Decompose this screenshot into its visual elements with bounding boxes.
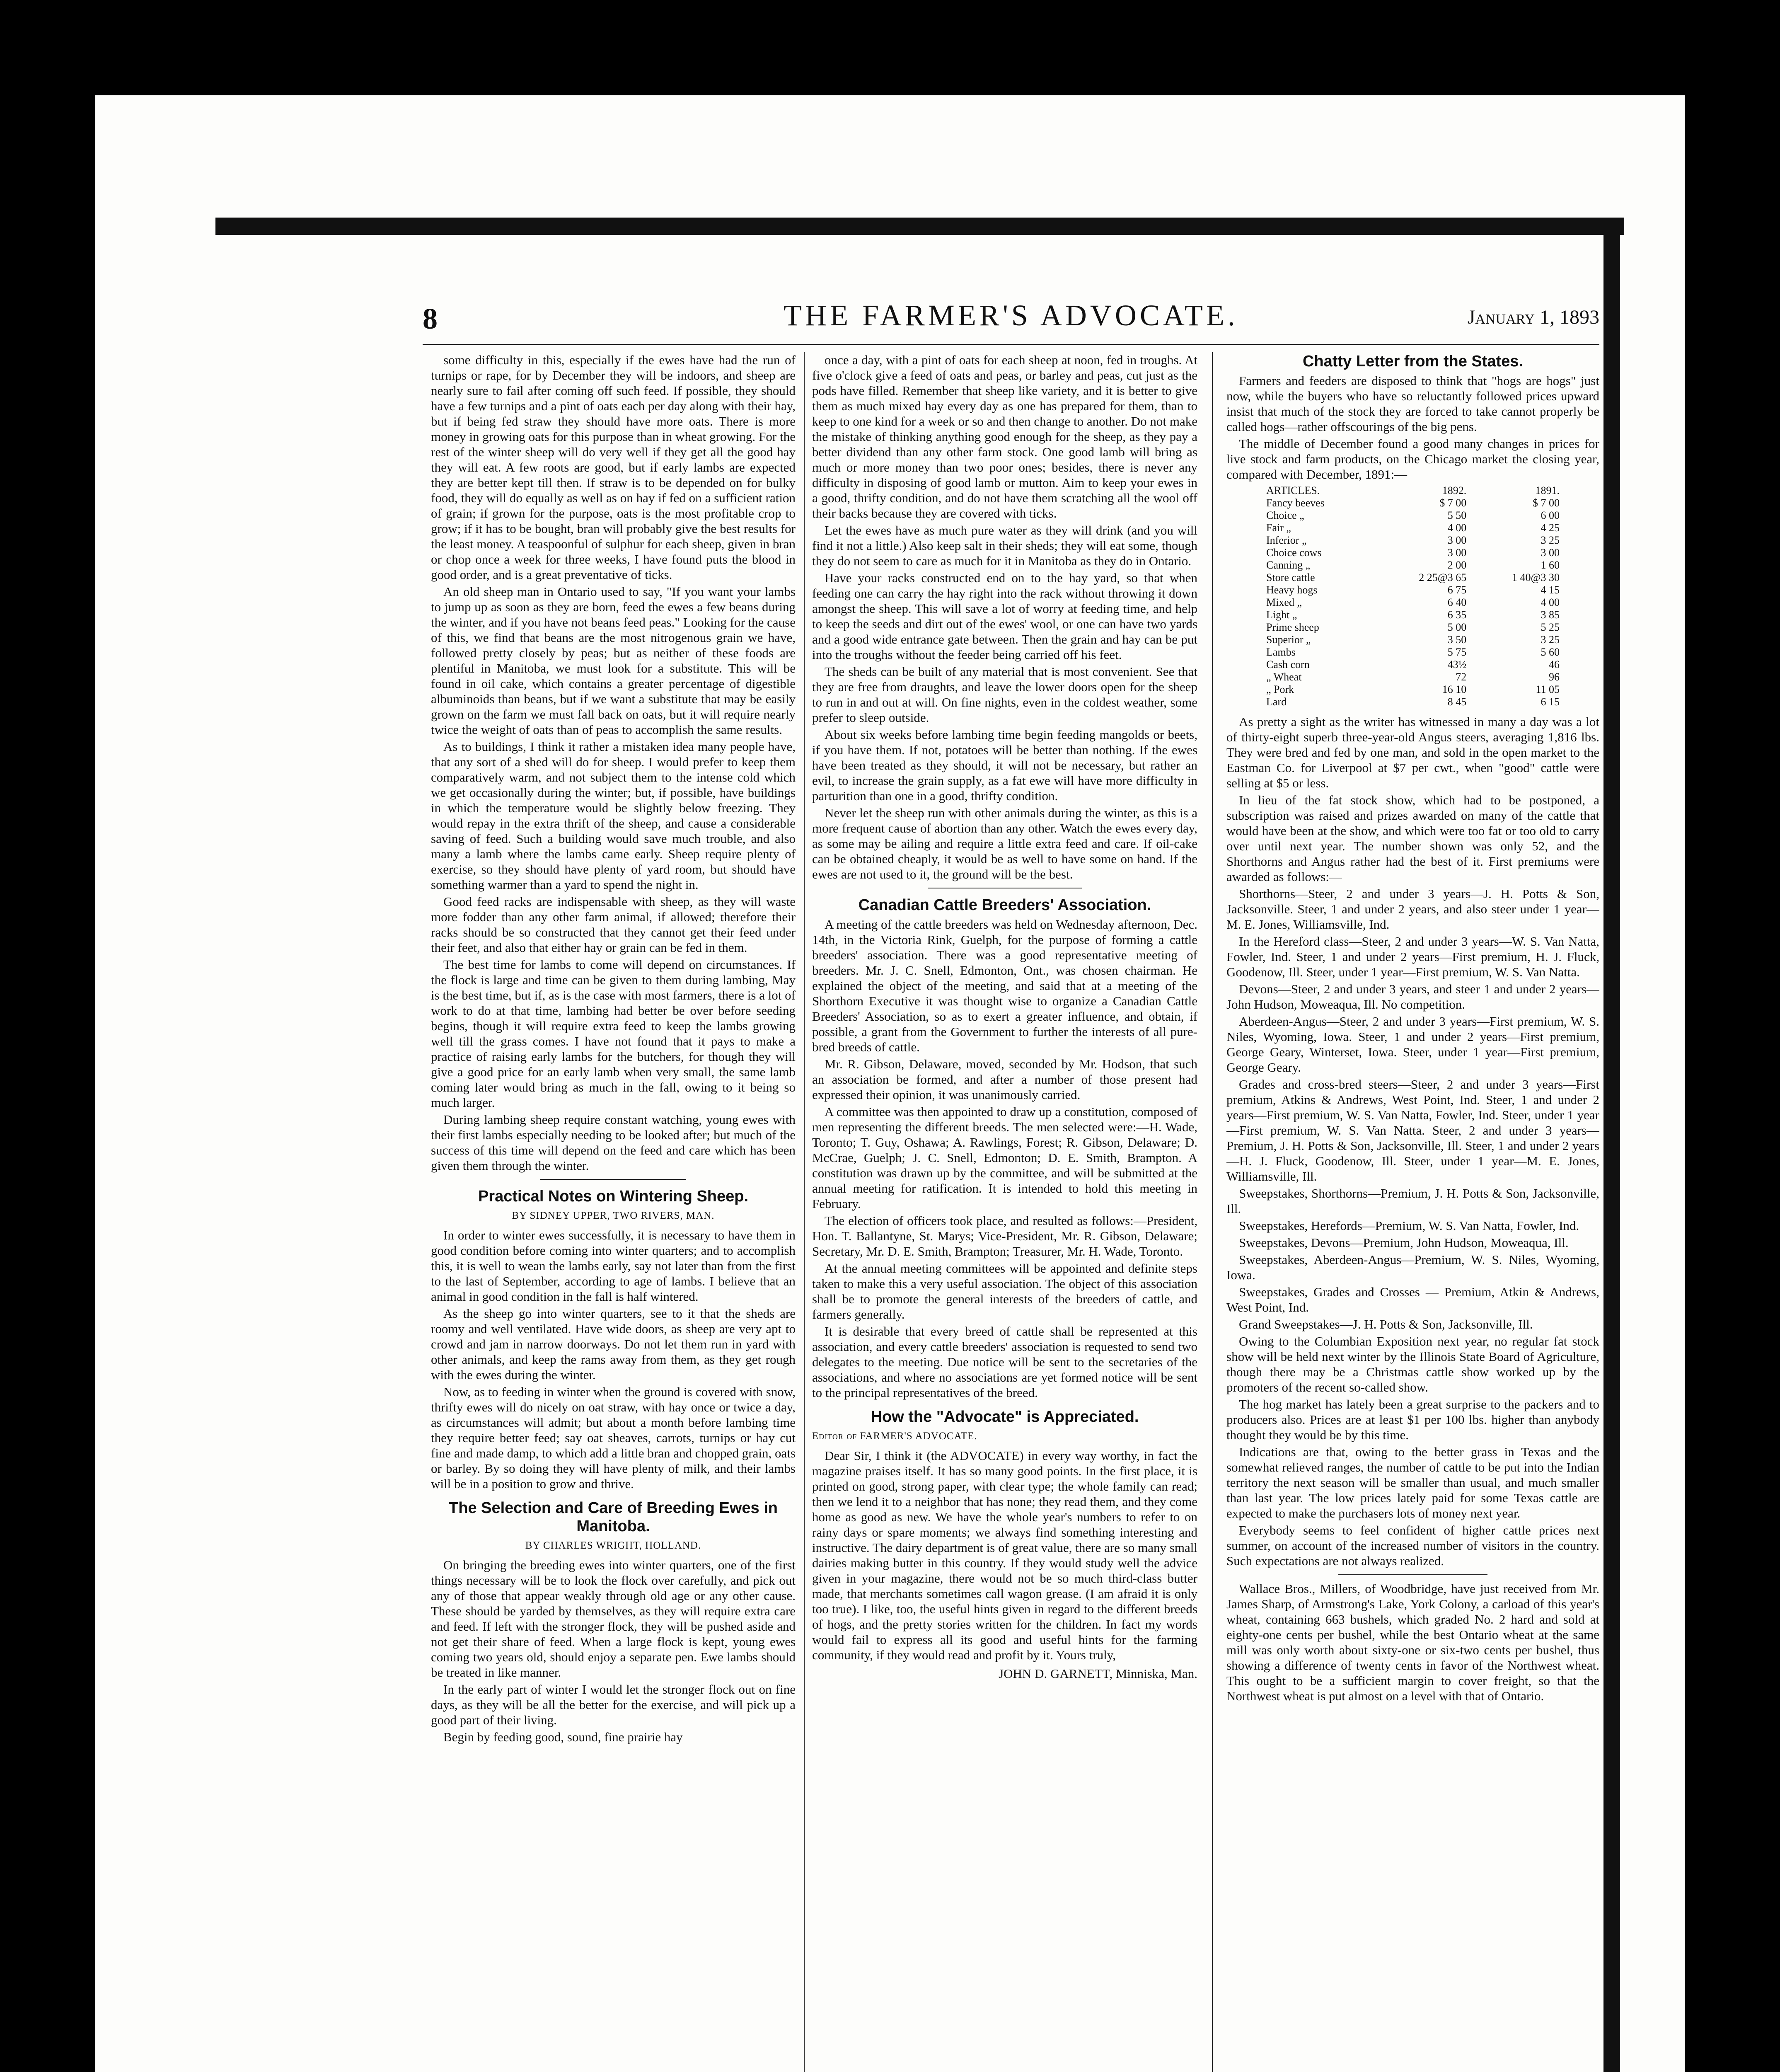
price-article: „ Pork: [1266, 683, 1294, 695]
article-paragraph: At the annual meeting committees will be appointed and definite steps taken to make this a very useful association. The object of this association shall be to promote the general interests of the breeders of cattle, and farmers generally.: [812, 1261, 1197, 1322]
article-paragraph: Sweepstakes, Grades and Crosses — Premium, Atkin & Andrews, West Point, Ind.: [1226, 1285, 1599, 1314]
table-row: [1264, 658, 1562, 671]
article-paragraph: Shorthorns—Steer, 2 and under 3 years—J. H. Potts & Son, Jacksonville. Steer, 1 and under 2 years, and also steer under 1 year—M. E. Jones, Williamsville, Ind.: [1226, 886, 1599, 932]
article-byline: BY CHARLES WRIGHT, HOLLAND.: [525, 1540, 701, 1551]
article-paragraph: Owing to the Columbian Exposition next year, no regular fat stock show will be held next winter by the Illinois State Board of Agriculture, though there may be a Christmas cattle show worked up by the promoters of the recent so-called show.: [1226, 1334, 1599, 1394]
price-article: Canning „: [1266, 559, 1311, 571]
article-paragraph: In lieu of the fat stock show, which had to be postponed, a subscription was raised and prizes awarded on many of the cattle that would have been at the show, and which were too fat or too old to carry over until next year. The number shown was only 52, and the Shorthorns and Angus rather had the best of it. First premiums were awarded as follows:—: [1226, 793, 1599, 884]
price-1891: 3 25: [1541, 634, 1560, 646]
column-2: [812, 352, 1197, 2072]
price-article: Fancy beeves: [1266, 497, 1325, 509]
price-1891: 4 00: [1541, 596, 1560, 608]
article-heading: Chatty Letter from the States.: [1302, 353, 1524, 370]
price-1892: 8 45: [1447, 696, 1467, 708]
table-row: [1264, 683, 1562, 696]
price-1892: 3 00: [1447, 534, 1467, 546]
price-1892: 3 50: [1447, 634, 1467, 646]
article-paragraph: Sweepstakes, Aberdeen-Angus—Premium, W. S. Niles, Wyoming, Iowa.: [1226, 1252, 1599, 1282]
scan-border-top: [215, 218, 1624, 235]
price-article: Prime sheep: [1266, 621, 1319, 633]
price-article: Inferior „: [1266, 534, 1307, 546]
price-1891: 4 25: [1541, 522, 1560, 534]
price-1892: 5 00: [1447, 621, 1467, 633]
price-article: Lard: [1266, 696, 1287, 708]
article-heading: The Selection and Care of Breeding Ewes in Manitoba.: [449, 1499, 778, 1535]
price-1891: 11 05: [1536, 683, 1560, 695]
table-row: [1264, 596, 1562, 609]
column-1: [431, 352, 796, 2072]
price-1891: $ 7 00: [1533, 497, 1560, 509]
article-heading: Canadian Cattle Breeders' Association.: [858, 896, 1151, 914]
article-paragraph: Dear Sir, I think it (the ADVOCATE) in every way worthy, in fact the magazine praises itself. It has so many good points. In the first place, it is printed on good, strong paper, with clear type; the whole family can read; then we lend it to a neighbor that has none; they read them, and they come home as good as new. We have the whole year's numbers to refer to on rainy days or spare moments; we always find something interesting and instructive. The dairy department is of great value, there are so many small dairies making butter in this country. If they would study well the advice given in your magazine, there would not be so much third-class butter made, that merchants sometimes call wagon grease. (I am afraid it is only too true). I like, too, the useful hints given in regard to the different breeds of hogs, and the pretty stories written for the children. In fact my words would fail to express all its good and useful hints for the farming community, if they would read and profit by it. Yours truly,: [812, 1448, 1197, 1662]
price-article: Lambs: [1266, 646, 1296, 658]
table-row: [1264, 534, 1562, 547]
article-paragraph: Never let the sheep run with other animals during the winter, as this is a more frequent cause of abortion than any other. Watch the ewes every day, as some may be ailing and require a little extra feed and care. If oil-cake can be obtained cheaply, it would be as well to have some on hand. If the ewes are not used to it, the ground will be the best.: [812, 806, 1197, 881]
issue-date: January 1, 1893: [1467, 306, 1599, 328]
price-article: Mixed „: [1266, 596, 1302, 608]
price-1892: 3 00: [1447, 547, 1467, 559]
table-row: [1264, 497, 1562, 509]
section-divider: [540, 1179, 686, 1180]
table-row: [1264, 646, 1562, 658]
price-article: Light „: [1266, 609, 1297, 621]
letter-signature: JOHN D. GARNETT, Minniska, Man.: [999, 1666, 1197, 1681]
price-1892: 72: [1456, 671, 1467, 683]
article-paragraph: Let the ewes have as much pure water as they will drink (and you will find it not a little.) Also keep salt in their sheds; they will eat some, though they do not seem to care as much for it in Manitoba as they do in Ontario.: [812, 523, 1197, 568]
table-header: 1891.: [1535, 484, 1560, 496]
article-paragraph: Good feed racks are indispensable with sheep, as they will waste more fodder than any other farm animal, if allowed; therefore their racks should be so constructed that they cannot get their feed under their feet, and also that either hay or grain can be fed in them.: [431, 894, 796, 955]
article-paragraph: In order to winter ewes successfully, it is necessary to have them in good condition before coming into winter quarters; and to accomplish this, it is well to wean the lambs early, say not later than from the first to the last of September, according to age of lambs. I believe that an animal in good condition in the fall is half wintered.: [431, 1228, 796, 1304]
price-1891: 5 60: [1541, 646, 1560, 658]
article-paragraph: Indications are that, owing to the better grass in Texas and the somewhat relieved ranges, the number of cattle to be put into the Indian territory the next season will be smaller than usual, and much smaller than last year. The low prices lately paid for some Texas cattle are expected to make the purchasers lots of money next year.: [1226, 1445, 1599, 1520]
price-1891: 3 85: [1541, 609, 1560, 621]
article-paragraph: Have your racks constructed end on to the hay yard, so that when feeding one can carry the hay right into the rack without throwing it down amongst the sheep. This will save a lot of worry at feeding time, and help to keep the seeds and dirt out of the ewes' wool, or one can have two yards and a good wide entrance gate between. Then the grain and hay can be put into the troughs without the feeder being carried off his feet.: [812, 571, 1197, 662]
article-paragraph: Grades and cross-bred steers—Steer, 2 and under 3 years—First premium, Atkins & Andrews, West Point, Ind. Steer, 1 and under 2 years—First premium, W. S. Van Natta, Fowler, Ind. Steer, under 1 year—First premium, W. S. Van Natta. Steer, 2 and under 3 years—Premium, J. H. Potts & Son, Jacksonville, Ill. Steer, 1 and under 2 years—H. J. Fluck, Goodenow, Ill. Steer, under 1 year—M. E. Jones, Williamsville, Ill.: [1226, 1077, 1599, 1184]
table-row: [1264, 522, 1562, 534]
article-paragraph: Grand Sweepstakes—J. H. Potts & Son, Jacksonville, Ill.: [1239, 1317, 1533, 1331]
price-1891: 5 25: [1541, 621, 1560, 633]
table-row: [1264, 634, 1562, 646]
article-paragraph: Devons—Steer, 2 and under 3 years, and steer 1 and under 2 years—John Hudson, Moweaqua, Ill. No competition.: [1226, 982, 1599, 1012]
section-divider: [1338, 1574, 1487, 1575]
article-paragraph: Farmers and feeders are disposed to think that "hogs are hogs" just now, while the buyers who have so reluctantly followed prices upward insist that much of the stock they are forced to take cannot properly be called hogs—rather offscourings of the big pens.: [1226, 373, 1599, 434]
article-paragraph: Sweepstakes, Shorthorns—Premium, J. H. Potts & Son, Jacksonville, Ill.: [1226, 1186, 1599, 1216]
article-paragraph: Sweepstakes, Herefords—Premium, W. S. Van Natta, Fowler, Ind.: [1239, 1218, 1579, 1233]
article-paragraph: A meeting of the cattle breeders was held on Wednesday afternoon, Dec. 14th, in the Victoria Rink, Guelph, for the purpose of forming a cattle breeders' association. There was a good representative meeting of breeders. Mr. J. C. Snell, Edmonton, Ont., was chosen chairman. He explained the object of the meeting, and said that at a meeting of the Shorthorn Executive it was thought wise to organize a Canadian Cattle Breeders' Association, so as to exert a greater influence, and obtain, if possible, a grant from the Government to further the interests of all pure-bred breeds of cattle.: [812, 917, 1197, 1054]
article-paragraph: As to buildings, I think it rather a mistaken idea many people have, that any sort of a shed will do for sheep. I would prefer to keep them comparatively warm, and not subject them to the intense cold which we get occasionally during the winter; but, if possible, have buildings in which the temperature would be slightly below freezing. They would repay in the extra thrift of the sheep, and cause a considerable saving of feed. Such a building would save much trouble, and also many a lamb where the lambs came early. Sheep require plenty of exercise, so they should have plenty of yard room, but should have something warmer than a yard to spend the night in.: [431, 739, 796, 892]
article-paragraph: The election of officers took place, and resulted as follows:—President, Hon. T. Ballantyne, St. Marys; Vice-President, Mr. R. Gibson, Delaware; Secretary, Mr. D. E. Smith, Brampton; Treasurer, Mr. H. Wade, Toronto.: [812, 1213, 1197, 1259]
table-header-row: [1264, 484, 1562, 497]
table-row: [1264, 547, 1562, 559]
price-1891: 1 60: [1541, 559, 1560, 571]
price-1892: 2 00: [1447, 559, 1467, 571]
price-1892: 5 75: [1447, 646, 1467, 658]
price-article: Cash corn: [1266, 658, 1310, 670]
price-1892: 2 25@3 65: [1419, 571, 1467, 583]
page-number: 8: [423, 302, 438, 335]
price-1892: 43½: [1447, 658, 1467, 670]
article-paragraph: Everybody seems to feel confident of higher cattle prices next summer, on account of the increased number of visitors in the country. Such expectations are not always realized.: [1226, 1523, 1599, 1568]
article-paragraph: A committee was then appointed to draw up a constitution, composed of men representing the different breeds. The men selected were:—H. Wade, Toronto; T. Guy, Oshawa; A. Rawlings, Forest; R. Gibson, Delaware; D. McCrae, Guelph; J. C. Snell, Edmonton; D. E. Smith, Brampton. A constitution was drawn up by the committee, and will be submitted at the annual meeting for ratification. It is intended to hold this meeting in February.: [812, 1104, 1197, 1211]
article-paragraph: An old sheep man in Ontario used to say, "If you want your lambs to jump up as soon as they are born, feed the ewes a few beans during the winter, and if you have not beans feed peas." Looking for the cause of this, we find that beans are the most nitrogenous grain we have, followed pretty closely by peas; but as neither of these foods are plentiful in Manitoba, we must look for a substitute. This will be found in oil cake, which contains a greater percentage of digestible albuminoids than beans, but if we want a substitute that may be easily grown on the farm we must fall back on oats, but it will require nearly twice the weight of oats than of peas to accomplish the same results.: [431, 584, 796, 737]
price-1891: 3 25: [1541, 534, 1560, 546]
article-paragraph: It is desirable that every breed of cattle shall be represented at this association, and every cattle breeders' association is requested to send two delegates to the meeting. Due notice will be sent to the secretaries of the associations, and where no associations are yet formed notice will be sent to the principal representatives of the breed.: [812, 1324, 1197, 1400]
article-paragraph: On bringing the breeding ewes into winter quarters, one of the first things necessary will be to look the flock over carefully, and pick out any of those that appear weakly through old age or any other cause. These should be yarded by themselves, as they will require extra care and feed. If left with the stronger flock, they will be pushed aside and not get their share of feed. When a large flock is kept, young ewes coming two years old, should enjoy a separate pen. Ewe lambs should be treated in like manner.: [431, 1558, 796, 1680]
article-paragraph: About six weeks before lambing time begin feeding mangolds or beets, if you have them. If not, potatoes will be better than nothing. If the ewes have been treated as they should, it will not be necessary, but rather an evil, to increase the grain supply, as a fat ewe will have more difficulty in parturition than one in a good, thrifty condition.: [812, 727, 1197, 803]
article-paragraph: During lambing sheep require constant watching, young ewes with their first lambs especially needing to be looked after; but much of the success of this time will depend on the feed and care which has been given them through the winter.: [431, 1112, 796, 1173]
price-1891: 96: [1549, 671, 1560, 683]
article-heading: Practical Notes on Wintering Sheep.: [478, 1188, 749, 1205]
article-paragraph: Aberdeen-Angus—Steer, 2 and under 3 years—First premium, W. S. Niles, Wyoming, Iowa. Steer, 1 and under 2 years—First premium, George Geary, Winterset, Iowa. Steer, under 1 year—First premium, George Geary.: [1226, 1014, 1599, 1075]
article-byline: BY SIDNEY UPPER, TWO RIVERS, MAN.: [512, 1210, 715, 1221]
article-paragraph: Now, as to feeding in winter when the ground is covered with snow, thrifty ewes will do nicely on oat straw, with hay once or twice a day, as circumstances will admit; but about a month before lambing time they require better feed; say oat sheaves, carrots, turnips or hay cut fine and made damp, to which add a little bran and chopped grain, oats or barley. By so doing they will have plenty of milk, and their lambs will be in a position to grow and thrive.: [431, 1385, 796, 1491]
column-divider: [1212, 352, 1213, 2072]
price-1892: $ 7 00: [1439, 497, 1467, 509]
article-paragraph: The middle of December found a good many changes in prices for live stock and farm products, on the Chicago market the closing year, compared with December, 1891:—: [1226, 436, 1599, 482]
table-header: ARTICLES.: [1266, 484, 1320, 496]
price-table: [1264, 484, 1562, 708]
article-paragraph: In the Hereford class—Steer, 2 and under 3 years—W. S. Van Natta, Fowler, Ind. Steer, 1 and under 2 years—First premium, H. J. Fluck, Goodenow, Ill. Steer, under 1 year—First premium, W. S. Van Natta.: [1226, 934, 1599, 979]
price-1892: 6 35: [1447, 609, 1467, 621]
price-article: Store cattle: [1266, 571, 1315, 583]
price-1891: 3 00: [1541, 547, 1560, 559]
price-article: Heavy hogs: [1266, 584, 1318, 596]
price-1892: 6 40: [1447, 596, 1467, 608]
table-row: [1264, 584, 1562, 596]
page-header: [423, 298, 1599, 344]
table-row: [1264, 696, 1562, 708]
price-article: Superior „: [1266, 634, 1311, 646]
article-paragraph: As the sheep go into winter quarters, see to it that the sheds are roomy and well ventilated. Have wide doors, as sheep are very apt to crowd and jam in narrow doorways. Do not let them run in yard with other animals, and keep the rams away from them, as they get rough with the ewes during the winter.: [431, 1306, 796, 1382]
article-paragraph: Wallace Bros., Millers, of Woodbridge, have just received from Mr. James Sharp, of Armstrong's Lake, York Colony, a carload of this year's wheat, containing 663 bushels, which graded No. 2 hard and sold at eighty-one cents per bushel, while the best Ontario wheat at the same mill was only worth about sixty-one or six-two cents per bushel, thus showing a difference of twenty cents in favor of the Northwest wheat. This ought to be a sufficient margin to cover freight, so that the Northwest wheat is put almost on a level with that of Ontario.: [1226, 1581, 1599, 1703]
article-paragraph: once a day, with a pint of oats for each sheep at noon, fed in troughs. At five o'clock give a feed of oats and peas, or barley and peas, cut just as the pods have filled. Remember that sheep like variety, and it is better to give them as much mixed hay every day as one has prepared for them, than to keep to one kind for a week or so and then change to another. Do not make the mistake of thinking anything good enough for the sheep, as they pay a better dividend than any other farm stock. One good lamb will bring as much or more money than two poor ones; besides, there is never any difficulty in disposing of good lamb or mutton. Aim to keep your ewes in a good, thrifty condition, and do not have them scratching all the wool off their backs because they are covered with ticks.: [812, 353, 1197, 520]
price-1892: 5 50: [1447, 509, 1467, 521]
header-rule: [423, 344, 1599, 345]
article-paragraph: The sheds can be built of any material that is most convenient. See that they are free from draughts, and leave the lower doors open for the sheep to run in and out at will. On fine nights, even in the coldest weather, some prefer to sleep outside.: [812, 664, 1197, 725]
article-paragraph: some difficulty in this, especially if the ewes have had the run of turnips or rape, for by December they will be indoors, and sheep are nearly sure to fail after coming off such feed. If possible, they should have a few turnips and a pint of oats each per day along with their hay, but if being fed straw they should have more oats. There is more money in growing oats for this purpose than in wheat growing. For the rest of the winter sheep will do very well if they get all the good hay they will eat. A few roots are good, but if early lambs are expected they are better kept till then. If straw is to be depended on for bulky food, they will do equally as well as on hay if fed on a sufficient ration of grain; if grown for the purpose, oats is the most profitable crop to grow; if it has to be bought, bran will probably give the best results for the least money. A teaspoonful of sulphur for each sheep, given in bran or chop once a week for three weeks, I have found puts the blood in good order, and is a great preventative of ticks.: [431, 353, 796, 582]
table-row: [1264, 571, 1562, 584]
price-1892: 4 00: [1447, 522, 1467, 534]
column-3: [1226, 352, 1599, 2072]
price-article: Fair „: [1266, 522, 1291, 534]
scan-border-right: [1603, 230, 1620, 2072]
price-1891: 46: [1549, 658, 1560, 670]
price-1892: 6 75: [1447, 584, 1467, 596]
article-paragraph: The hog market has lately been a great surprise to the packers and to producers also. Prices are at least $1 per 100 lbs. higher than anybody thought they would be by this time.: [1226, 1397, 1599, 1442]
price-1891: 6 00: [1541, 509, 1560, 521]
article-paragraph: The best time for lambs to come will depend on circumstances. If the flock is large and time can be given to them during lambing, May is the best time, but if, as is the case with most farmers, there is a lot of work to do at that time, lambing had better be over before seeding begins, though it will require extra feed to keep the lambs growing well till the grass comes. I have not found that it pays to make a practice of raising early lambs for the butchers, for though they will give a good price for an early lamb when very small, the same lamb coming later would bring as much in the fall, owing to it being so much larger.: [431, 957, 796, 1110]
article-paragraph: As pretty a sight as the writer has witnessed in many a day was a lot of thirty-eight superb three-year-old Angus steers, averaging 1,816 lbs. They were bred and fed by one man, and sold in the open market to the Eastman Co. for Liverpool at $7 per cwt., when "good" cattle were selling at $5 or less.: [1226, 714, 1599, 790]
table-row: [1264, 509, 1562, 522]
price-1891: 6 15: [1541, 696, 1560, 708]
table-header: 1892.: [1442, 484, 1467, 496]
masthead-title: THE FARMER'S ADVOCATE.: [784, 299, 1238, 332]
price-article: Choice „: [1266, 509, 1304, 521]
price-1891: 4 15: [1541, 584, 1560, 596]
price-article: „ Wheat: [1266, 671, 1302, 683]
table-row: [1264, 559, 1562, 571]
article-paragraph: In the early part of winter I would let the stronger flock out on fine days, as they will be all the better for the exercise, and will pick up a good part of their living.: [431, 1682, 796, 1727]
article-paragraph: Mr. R. Gibson, Delaware, moved, seconded by Mr. Hodson, that such an association be formed, and after a number of those present had expressed their opinion, it was unanimously carried.: [812, 1057, 1197, 1102]
price-1892: 16 10: [1442, 683, 1467, 695]
article-paragraph: Begin by feeding good, sound, fine prairie hay: [443, 1730, 683, 1744]
table-row: [1264, 621, 1562, 634]
price-article: Choice cows: [1266, 547, 1322, 559]
price-1891: 1 40@3 30: [1512, 571, 1560, 583]
article-heading: How the "Advocate" is Appreciated.: [871, 1408, 1139, 1426]
letter-salutation: Editor of FARMER'S ADVOCATE.: [812, 1431, 977, 1442]
table-row: [1264, 671, 1562, 683]
article-paragraph: Sweepstakes, Devons—Premium, John Hudson, Moweaqua, Ill.: [1239, 1235, 1569, 1250]
table-row: [1264, 609, 1562, 621]
column-divider: [804, 352, 805, 2072]
